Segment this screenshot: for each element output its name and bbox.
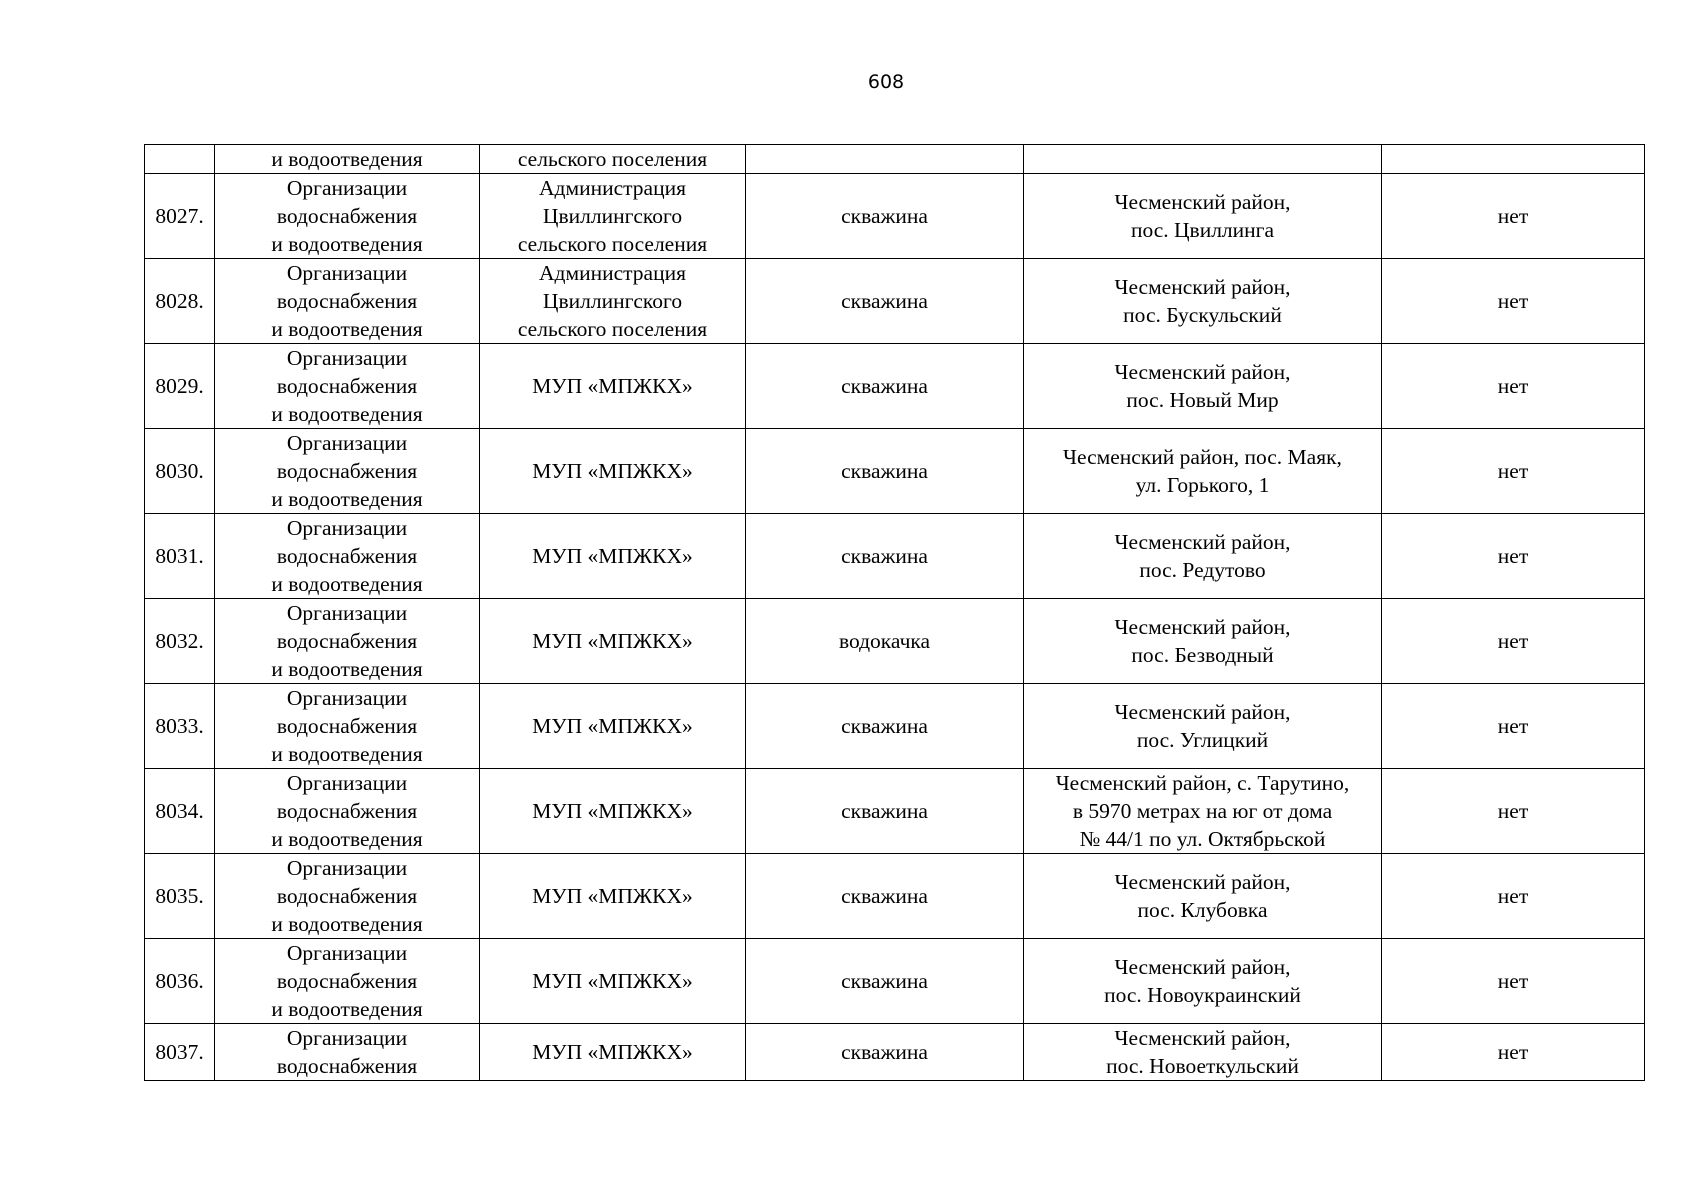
category-cell-line: водоснабжения (276, 629, 418, 653)
category-cell-line: и водоотведения (271, 487, 423, 511)
category-cell-line: и водоотведения (271, 742, 423, 766)
category-cell-line: водоснабжения (276, 544, 418, 568)
location-cell-line: пос. Новый Мир (1126, 388, 1279, 412)
operator-cell (480, 599, 746, 684)
object-type-cell: скважина (746, 1024, 1024, 1081)
category-cell-line: водоснабжения (276, 289, 418, 313)
operator-cell (480, 344, 746, 429)
location-cell-line: пос. Углицкий (1136, 728, 1269, 752)
location-cell-line: пос. Безводный (1131, 643, 1274, 667)
location-cell (1024, 599, 1382, 684)
operator-cell-line: МУП «МПЖКХ» (532, 884, 693, 908)
category-cell-line: водоснабжения (276, 204, 418, 228)
location-cell-line: пос. Новоеткульский (1106, 1054, 1299, 1078)
category-cell-line: и водоотведения (271, 657, 423, 681)
location-cell-line: Чесменский район, (1114, 615, 1291, 639)
category-cell (215, 174, 480, 259)
location-cell-line: пос. Новоукраинский (1104, 983, 1301, 1007)
operator-cell (480, 174, 746, 259)
location-cell (1024, 145, 1382, 174)
value-cell: нет (1382, 684, 1645, 769)
row-number-cell: 8037. (145, 1024, 215, 1081)
location-cell-line: Чесменский район, (1114, 955, 1291, 979)
table-row (145, 599, 1645, 684)
category-cell-line: Организации (286, 516, 408, 540)
location-cell-line: пос. Бускульский (1123, 303, 1282, 327)
table-body (145, 145, 1645, 1081)
operator-cell-line: сельского поселения (517, 147, 708, 171)
location-cell (1024, 344, 1382, 429)
object-type-cell: скважина (746, 429, 1024, 514)
operator-cell (480, 684, 746, 769)
category-cell-line: Организации (286, 1026, 408, 1050)
row-number-cell: 8031. (145, 514, 215, 599)
object-type-cell: скважина (746, 939, 1024, 1024)
row-number-cell: 8035. (145, 854, 215, 939)
category-cell-line: и водоотведения (271, 572, 423, 596)
location-cell-line: пос. Клубовка (1137, 898, 1268, 922)
object-type-cell: скважина (746, 684, 1024, 769)
row-number-cell: 8030. (145, 429, 215, 514)
registry-table (144, 144, 1645, 1081)
operator-cell (480, 854, 746, 939)
operator-cell-line: МУП «МПЖКХ» (532, 969, 693, 993)
location-cell (1024, 1024, 1382, 1081)
category-cell-line: Организации (286, 601, 408, 625)
category-cell-line: и водоотведения (271, 317, 423, 341)
operator-cell-line: Цвиллингского (542, 289, 683, 313)
category-cell-line: и водоотведения (271, 402, 423, 426)
table-row (145, 259, 1645, 344)
operator-cell-line: МУП «МПЖКХ» (532, 374, 693, 398)
location-cell (1024, 854, 1382, 939)
location-cell-line: пос. Цвиллинга (1130, 218, 1275, 242)
location-cell-line: ул. Горького, 1 (1135, 473, 1270, 497)
category-cell (215, 429, 480, 514)
table-row (145, 854, 1645, 939)
category-cell (215, 599, 480, 684)
row-number-cell: 8036. (145, 939, 215, 1024)
category-cell-line: водоснабжения (276, 459, 418, 483)
location-cell-line: Чесменский район, (1114, 275, 1291, 299)
category-cell (215, 769, 480, 854)
table-row (145, 174, 1645, 259)
category-cell-line: Организации (286, 941, 408, 965)
operator-cell-line: сельского поселения (517, 317, 708, 341)
value-cell: нет (1382, 599, 1645, 684)
row-number-cell: 8032. (145, 599, 215, 684)
category-cell (215, 854, 480, 939)
category-cell-line: и водоотведения (271, 997, 423, 1021)
operator-cell-line: сельского поселения (517, 232, 708, 256)
value-cell: нет (1382, 1024, 1645, 1081)
location-cell-line: Чесменский район, с. Тарутино, (1055, 771, 1350, 795)
location-cell-line: Чесменский район, (1114, 530, 1291, 554)
category-cell-line: и водоотведения (271, 827, 423, 851)
object-type-cell (746, 145, 1024, 174)
category-cell-line: водоснабжения (276, 374, 418, 398)
table-row (145, 684, 1645, 769)
value-cell: нет (1382, 769, 1645, 854)
category-cell-line: и водоотведения (271, 912, 423, 936)
category-cell-line: Организации (286, 346, 408, 370)
location-cell-line: № 44/1 по ул. Октябрьской (1079, 827, 1326, 851)
location-cell (1024, 514, 1382, 599)
table-row (145, 1024, 1645, 1081)
location-cell-line: в 5970 метрах на юг от дома (1072, 799, 1333, 823)
operator-cell-line: Цвиллингского (542, 204, 683, 228)
category-cell-line: водоснабжения (276, 884, 418, 908)
category-cell-line: Организации (286, 176, 408, 200)
category-cell (215, 259, 480, 344)
value-cell: нет (1382, 174, 1645, 259)
operator-cell (480, 429, 746, 514)
location-cell-line: пос. Редутово (1139, 558, 1266, 582)
operator-cell (480, 259, 746, 344)
value-cell: нет (1382, 429, 1645, 514)
object-type-cell: скважина (746, 854, 1024, 939)
category-cell-line: водоснабжения (276, 799, 418, 823)
category-cell-line: Организации (286, 856, 408, 880)
location-cell (1024, 769, 1382, 854)
object-type-cell: скважина (746, 769, 1024, 854)
location-cell (1024, 259, 1382, 344)
operator-cell (480, 939, 746, 1024)
row-number-cell (145, 145, 215, 174)
table-row (145, 429, 1645, 514)
location-cell (1024, 684, 1382, 769)
value-cell: нет (1382, 514, 1645, 599)
operator-cell-line: МУП «МПЖКХ» (532, 629, 693, 653)
table-row (145, 514, 1645, 599)
location-cell (1024, 939, 1382, 1024)
operator-cell (480, 769, 746, 854)
category-cell (215, 684, 480, 769)
location-cell (1024, 429, 1382, 514)
location-cell-line: Чесменский район, (1114, 870, 1291, 894)
row-number-cell: 8029. (145, 344, 215, 429)
object-type-cell: скважина (746, 259, 1024, 344)
object-type-cell: скважина (746, 174, 1024, 259)
table-row (145, 344, 1645, 429)
table-row (145, 939, 1645, 1024)
row-number-cell: 8033. (145, 684, 215, 769)
operator-cell-line: МУП «МПЖКХ» (532, 1040, 693, 1064)
value-cell: нет (1382, 259, 1645, 344)
category-cell-line: Организации (286, 261, 408, 285)
table-row (145, 769, 1645, 854)
operator-cell-line: МУП «МПЖКХ» (532, 459, 693, 483)
category-cell (215, 1024, 480, 1081)
location-cell-line: Чесменский район, (1114, 190, 1291, 214)
operator-cell-line: Администрация (539, 261, 686, 285)
operator-cell-line: Администрация (539, 176, 686, 200)
operator-cell-line: МУП «МПЖКХ» (532, 799, 693, 823)
object-type-cell: водокачка (746, 599, 1024, 684)
operator-cell-line: МУП «МПЖКХ» (532, 544, 693, 568)
category-cell-line: Организации (286, 431, 408, 455)
value-cell: нет (1382, 854, 1645, 939)
operator-cell (480, 1024, 746, 1081)
category-cell (215, 514, 480, 599)
category-cell-line: водоснабжения (276, 714, 418, 738)
row-number-cell: 8034. (145, 769, 215, 854)
category-cell (215, 145, 480, 174)
category-cell (215, 344, 480, 429)
category-cell-line: и водоотведения (271, 232, 423, 256)
category-cell-line: Организации (286, 686, 408, 710)
operator-cell (480, 145, 746, 174)
operator-cell (480, 514, 746, 599)
location-cell (1024, 174, 1382, 259)
category-cell-line: водоснабжения (276, 969, 418, 993)
location-cell-line: Чесменский район, (1114, 700, 1291, 724)
page-number: 608 (867, 71, 905, 93)
value-cell (1382, 145, 1645, 174)
location-cell-line: Чесменский район, пос. Маяк, (1063, 445, 1342, 469)
table-row (145, 145, 1645, 174)
category-cell-line: Организации (286, 771, 408, 795)
location-cell-line: Чесменский район, (1114, 360, 1291, 384)
category-cell-line: и водоотведения (271, 147, 423, 171)
location-cell-line: Чесменский район, (1114, 1026, 1291, 1050)
row-number-cell: 8028. (145, 259, 215, 344)
value-cell: нет (1382, 939, 1645, 1024)
object-type-cell: скважина (746, 344, 1024, 429)
category-cell-line: водоснабжения (276, 1054, 418, 1078)
row-number-cell: 8027. (145, 174, 215, 259)
category-cell (215, 939, 480, 1024)
value-cell: нет (1382, 344, 1645, 429)
object-type-cell: скважина (746, 514, 1024, 599)
operator-cell-line: МУП «МПЖКХ» (532, 714, 693, 738)
